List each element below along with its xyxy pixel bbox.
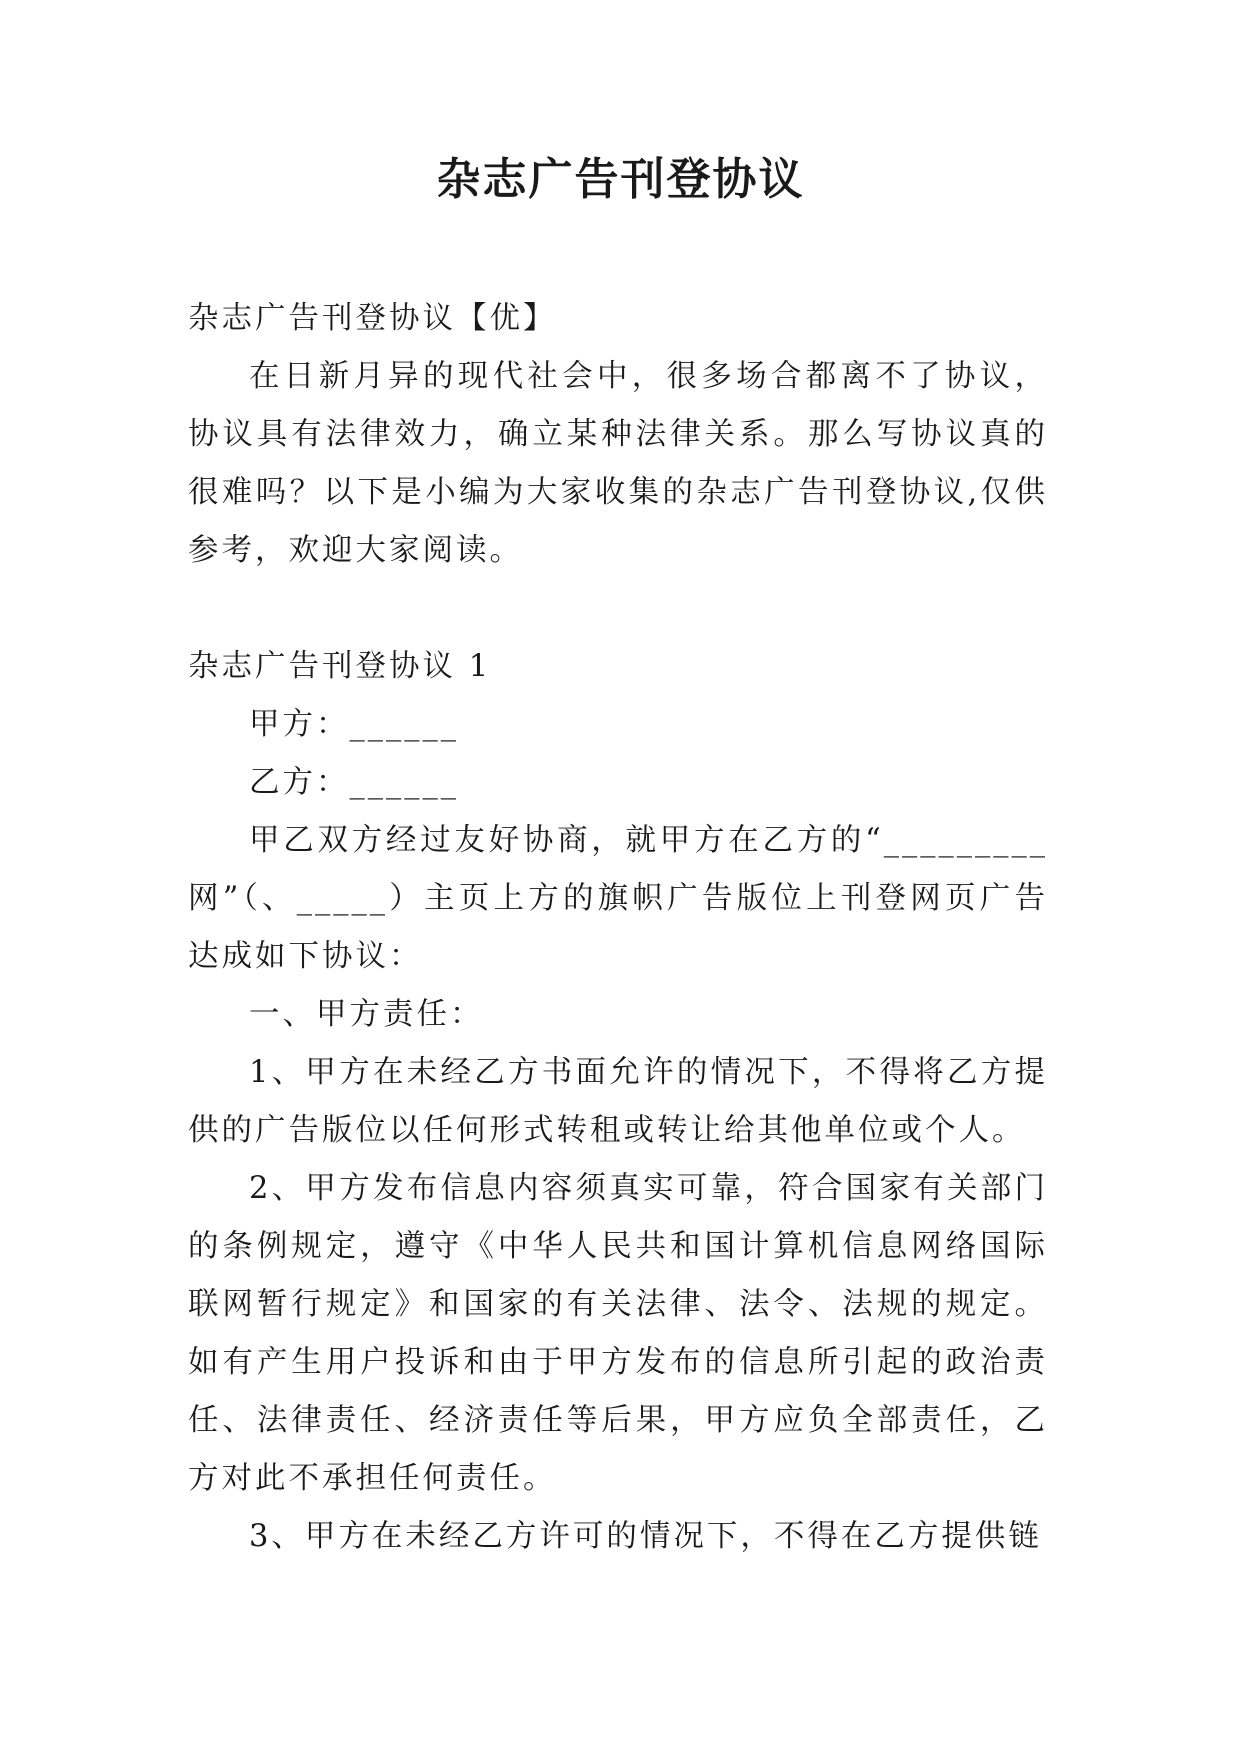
clause-1: 1、甲方在未经乙方书面允许的情况下，不得将乙方提供的广告版位以任何形式转租或转让给其他单位或个人。 — [188, 1055, 1048, 1148]
document-title: 杂志广告刊登协议 — [436, 154, 805, 205]
document-body — [188, 290, 1048, 1566]
clause-3: 3、甲方在未经乙方许可的情况下，不得在乙方提供链 — [249, 1519, 1042, 1554]
clause-2: 2、甲方发布信息内容须真实可靠，符合国家有关部门的条例规定，遵守《中华人民共和国计算机信息网络国际联网暂行规定》和国家的有关法律、法令、法规的规定。如有产生用户投诉和由于甲方发布的信息所引起的政治责任、法律责任、经济责任等后果，甲方应负全部责任，乙方对此不承担任何责任。 — [188, 1171, 1048, 1496]
party-a-line: 甲方：______ — [249, 707, 459, 742]
party-b-line: 乙方：______ — [249, 765, 459, 800]
document-subtitle: 杂志广告刊登协议【优】 — [188, 301, 557, 336]
section-title: 杂志广告刊登协议 1 — [188, 649, 492, 684]
intro-paragraph: 在日新月异的现代社会中，很多场合都离不了协议，协议具有法律效力，确立某种法律关系。那么写协议真的很难吗？以下是小编为大家收集的杂志广告刊登协议,仅供参考，欢迎大家阅读。 — [188, 359, 1048, 568]
paragraph-spacer — [188, 580, 1048, 638]
clause-heading: 一、甲方责任： — [249, 997, 484, 1032]
preamble-paragraph: 甲乙双方经过友好协商，就甲方在乙方的“_________网”（、_____）主页上方的旗帜广告版位上刊登网页广告达成如下协议： — [188, 823, 1048, 974]
